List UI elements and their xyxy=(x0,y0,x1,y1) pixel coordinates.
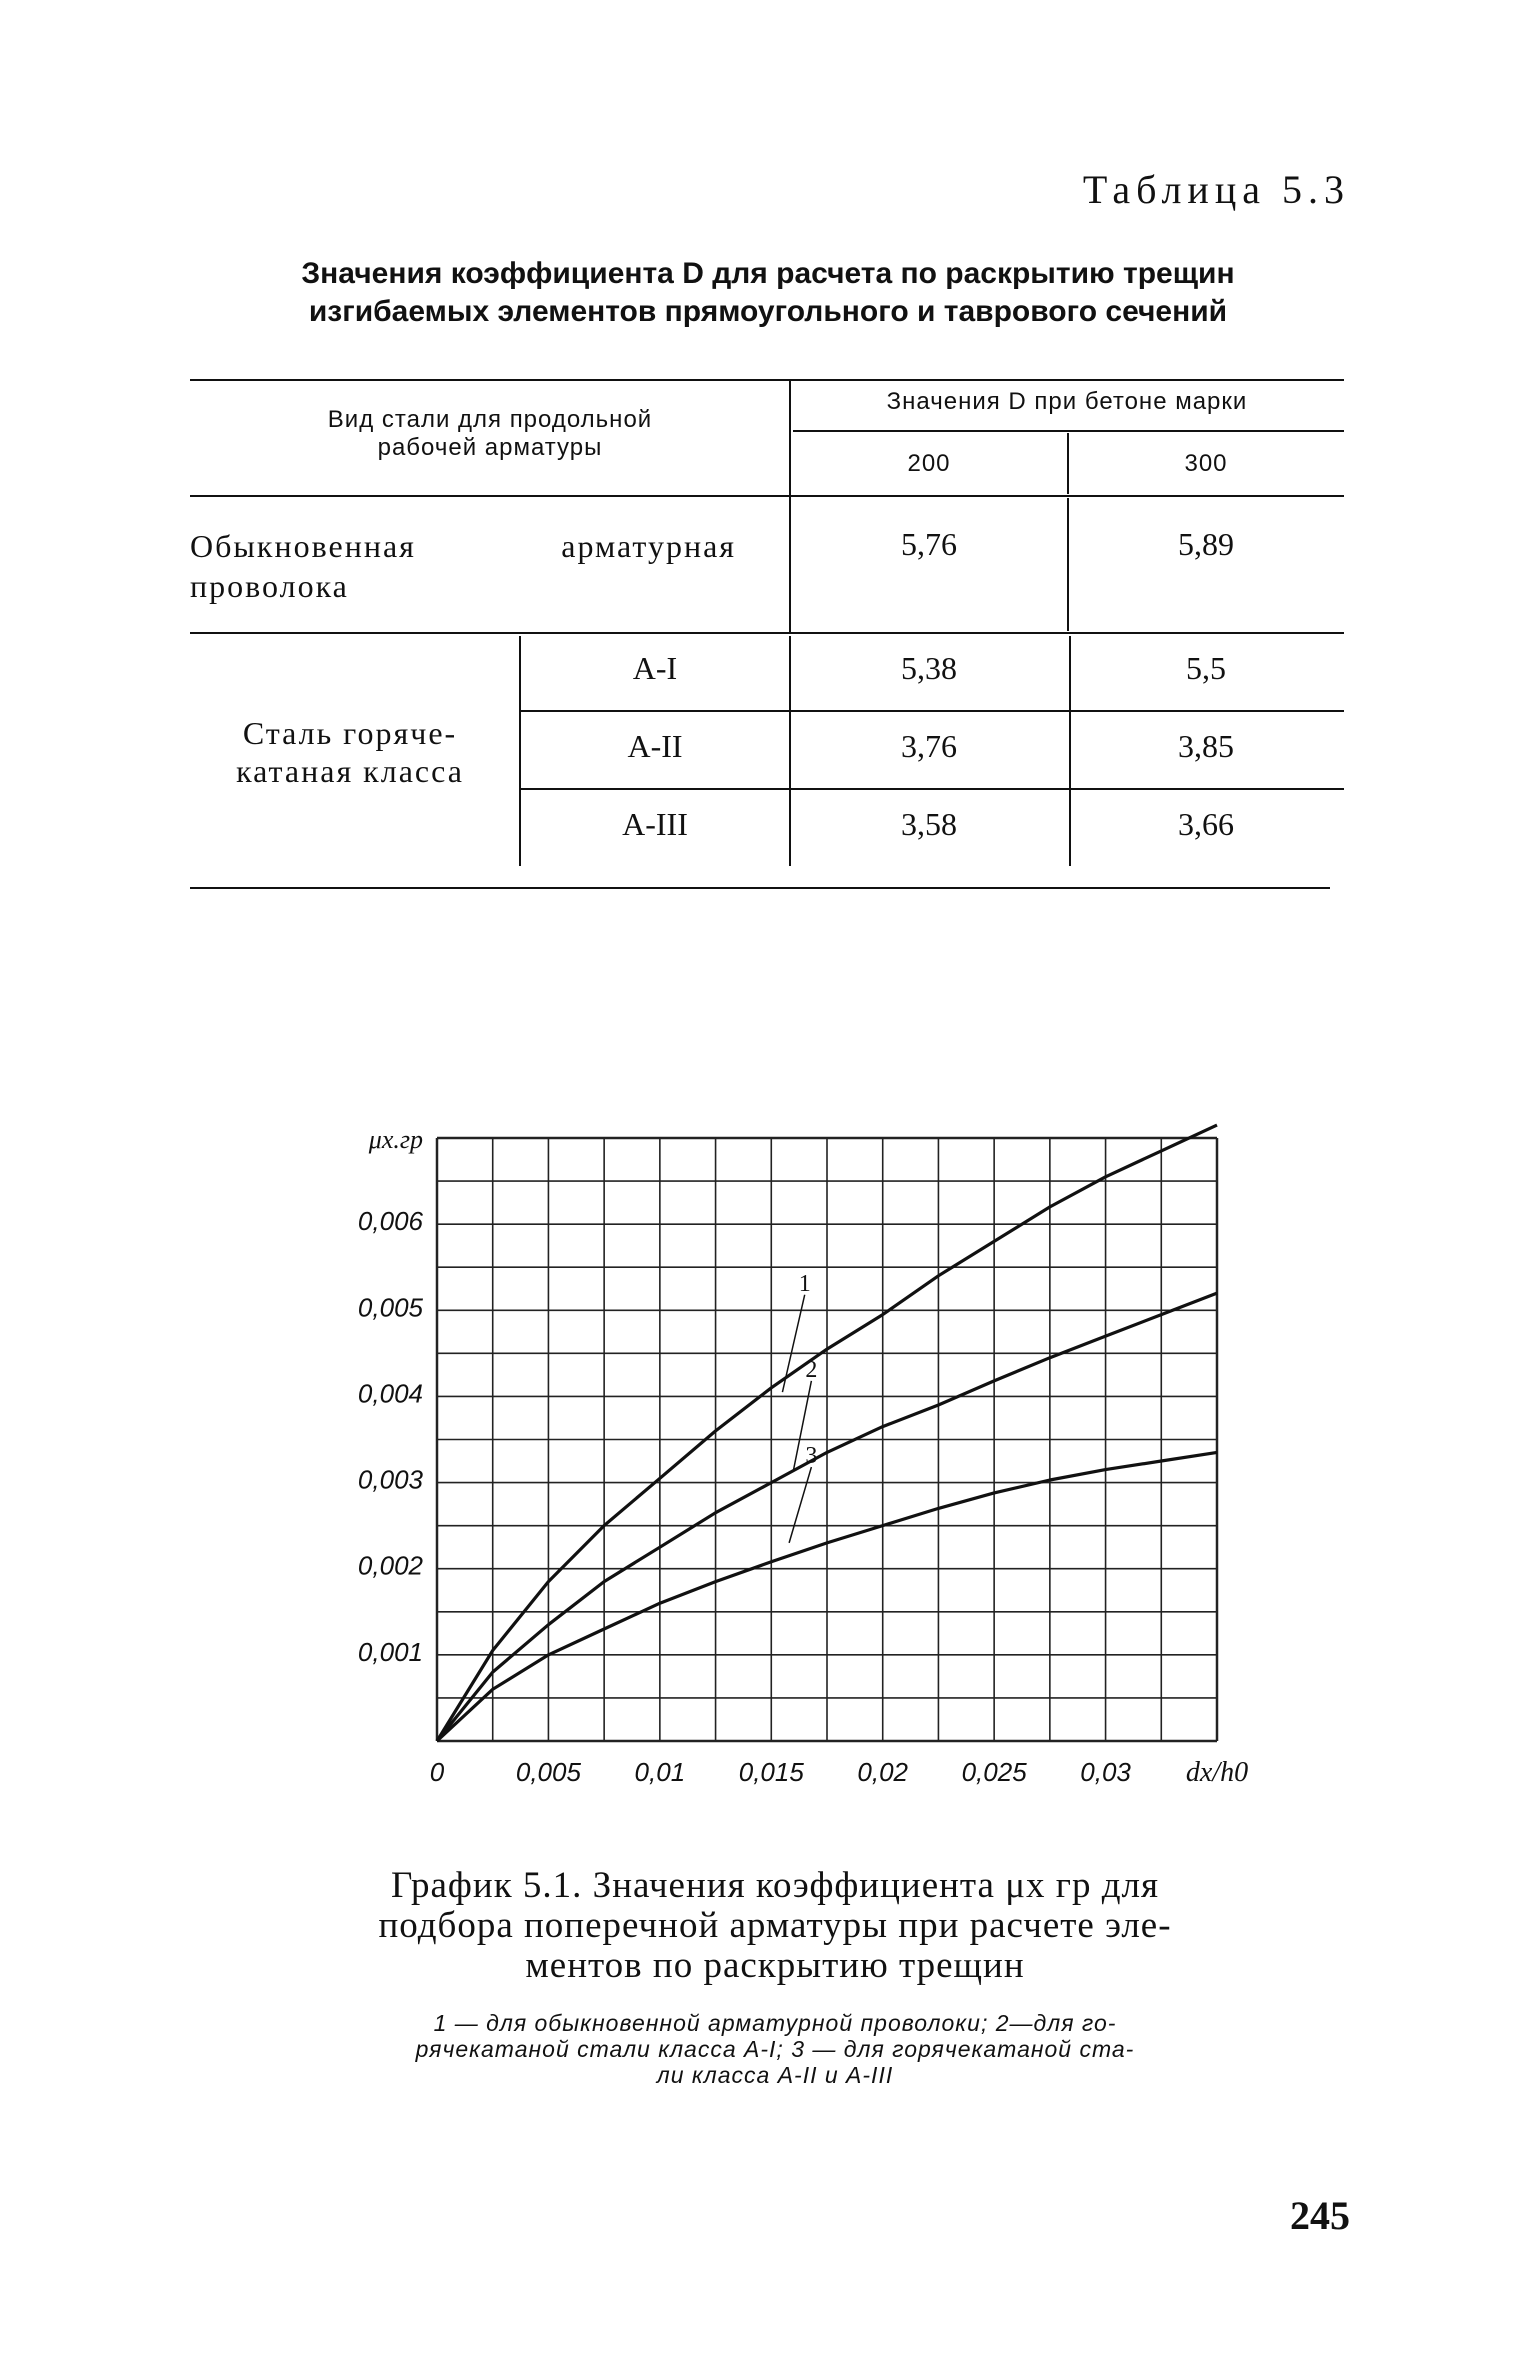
graph-caption-line3: ментов по раскрытию трещин xyxy=(525,1945,1025,1986)
graph-caption xyxy=(355,1866,1195,1986)
row-a3-value-300: 3,66 xyxy=(1178,806,1234,842)
y-tick-label: 0,001 xyxy=(357,1636,423,1667)
table-label: Таблица 5.3 xyxy=(1082,167,1350,212)
table-caption xyxy=(0,255,1536,331)
graph-legend-line2: рячекатаной стали класса А-I; 3 — для горячекатаной ста- xyxy=(415,2036,1135,2062)
coefficient-chart xyxy=(290,1115,1249,1805)
y-axis-title: μx.гр xyxy=(368,1125,423,1154)
page-number: 245 xyxy=(1290,2193,1350,2238)
header-grade-300: 300 xyxy=(1184,450,1228,477)
header-d-values: Значения D при бетоне марки xyxy=(886,388,1248,415)
curve-leader-line-3 xyxy=(789,1467,811,1543)
row-class-a1: А-I xyxy=(632,650,678,686)
x-tick-label: 0,02 xyxy=(857,1757,909,1787)
row-a2-value-300: 3,85 xyxy=(1178,728,1234,764)
x-tick-label: 0,01 xyxy=(634,1757,686,1787)
row-wire-label-c: проволока xyxy=(190,568,349,604)
row-a2-value-200: 3,76 xyxy=(901,728,957,764)
row-wire-value-200: 5,76 xyxy=(901,526,957,562)
graph-legend-line3: ли класса А-II и А-III xyxy=(656,2062,894,2088)
x-axis-title: dx/h0 xyxy=(1185,1757,1249,1788)
curve-label-3: 3 xyxy=(805,1443,818,1470)
row-a3-value-200: 3,58 xyxy=(901,806,957,842)
curve-label-2: 2 xyxy=(805,1356,818,1383)
row-a1-value-300: 5,5 xyxy=(1186,650,1226,686)
y-tick-label: 0,004 xyxy=(357,1378,423,1409)
row-class-a2: А-II xyxy=(627,728,683,764)
row-wire-value-300: 5,89 xyxy=(1178,526,1234,562)
data-table xyxy=(190,378,1344,898)
x-tick-label: 0,025 xyxy=(961,1757,1027,1787)
row-a1-value-200: 5,38 xyxy=(901,650,957,686)
header-steel-type xyxy=(190,406,790,462)
curve-leader-line-1 xyxy=(782,1295,804,1392)
graph-legend xyxy=(350,2010,1200,2088)
row-hot-rolled-label-a: Сталь горяче- xyxy=(242,715,458,751)
row-wire-label xyxy=(190,526,780,606)
row-class-a3: А-III xyxy=(622,806,688,842)
x-tick-label: 0,03 xyxy=(1080,1757,1131,1787)
row-hot-rolled-label xyxy=(190,714,510,790)
header-steel-type-line2: рабочей арматуры xyxy=(377,434,603,461)
y-tick-label: 0,005 xyxy=(357,1292,423,1323)
graph-caption-line1: График 5.1. Значения коэффициента μx гр для xyxy=(390,1865,1160,1906)
row-wire-label-a: Обыкновенная xyxy=(190,528,416,564)
table-caption-line2: изгибаемых элементов прямоугольного и таврового сечений xyxy=(308,295,1228,328)
y-tick-label: 0,003 xyxy=(357,1464,423,1495)
header-steel-type-line1: Вид стали для продольной xyxy=(327,406,653,433)
table-caption-line1: Значения коэффициента D для расчета по раскрытию трещин xyxy=(301,257,1235,290)
row-hot-rolled-label-b: катаная класса xyxy=(236,753,464,789)
y-tick-label: 0,002 xyxy=(357,1550,423,1581)
x-tick-label: 0,005 xyxy=(515,1757,581,1787)
graph-caption-line2: подбора поперечной арматуры при расчете эле- xyxy=(378,1905,1172,1946)
x-tick-label: 0,015 xyxy=(738,1757,804,1787)
curve-label-1: 1 xyxy=(798,1270,811,1297)
row-wire-label-b: арматурная xyxy=(561,528,736,564)
header-grade-200: 200 xyxy=(907,450,951,477)
x-tick-label: 0 xyxy=(429,1757,445,1787)
graph-legend-line1: 1 — для обыкновенной арматурной проволоки; 2—для го- xyxy=(433,2010,1117,2036)
y-tick-label: 0,006 xyxy=(357,1206,423,1237)
